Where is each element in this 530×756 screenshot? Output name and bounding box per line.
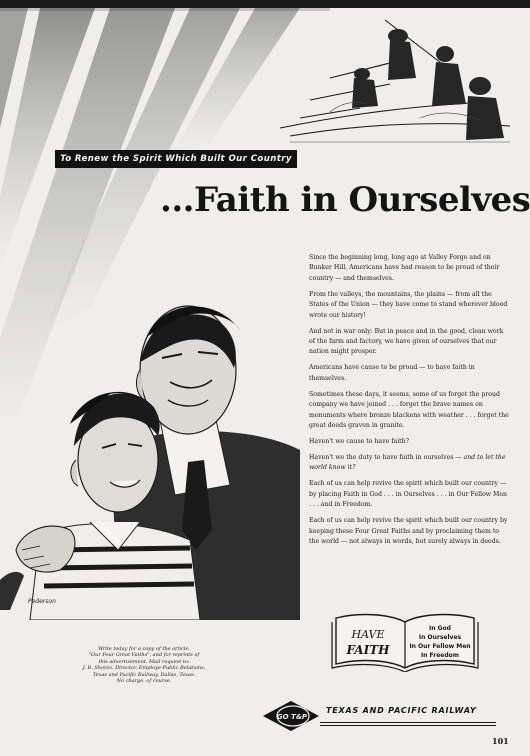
paragraph-lead: Haven't we the duty to have faith in ourselves —: [309, 454, 462, 462]
headline: ...Faith in Ourselves: [160, 180, 530, 220]
reprint-offer-footnote: [44, 646, 244, 684]
paragraph: Sometimes these days, it seems, some of us forget the proud company we have joined . . . forget the brave names on monuments where bronze blackens with weather . . . forget the great deeds graven in granite.: [309, 390, 509, 430]
footnote-line: Write today for a copy of the article,: [97, 646, 191, 652]
artist-signature: Pederson: [28, 598, 56, 605]
book-right-line-2: In Ourselves: [418, 634, 462, 641]
footnote-line: No charge, of course.: [116, 678, 172, 685]
footnote-line: J. B. Shores, Director, Employe-Public Relations,: [82, 665, 206, 672]
paragraph: Each of us can help revive the spirit which built our country — by placing Faith in God . . . in Ourselves . . . in Our Fellow Men . . . and in Freedom.: [309, 480, 508, 509]
tagline-banner: To Renew the Spirit Which Built Our Country: [55, 150, 297, 168]
page-number: 101: [492, 736, 509, 746]
revolutionary-soldiers-illustration: [270, 8, 525, 150]
footnote-line: this advertisement. Mail request to:: [98, 658, 190, 665]
paragraph: Americans have cause to be proud — to have faith in themselves.: [309, 364, 475, 382]
paragraph: And not in war only: But in peace and in the good, clean work of the farm and factory, we have given of ourselves that our nation might prosper.: [309, 327, 504, 356]
book-left-line-2: FAITH: [346, 643, 390, 657]
paragraph: Since the beginning long, long ago at Valley Forge and on Bunker Hill, Americans have had reason to be proud of their country — and themselves.: [309, 254, 500, 282]
book-left-line-1: HAVE: [351, 628, 385, 641]
rail-line-divider: [320, 722, 496, 726]
texas-pacific-logo: [262, 700, 320, 732]
body-copy: [309, 253, 509, 553]
book-right-line-4: In Freedom: [420, 652, 460, 659]
logo-text: GO T&P: [276, 713, 308, 721]
railway-name: TEXAS AND PACIFIC RAILWAY: [326, 706, 477, 715]
paragraph: [309, 453, 509, 474]
paragraph: Haven't we cause to have faith?: [309, 438, 409, 446]
book-right-line-1: In God: [429, 625, 451, 632]
footnote-line: Texas and Pacific Railway, Dallas, Texas.: [92, 671, 196, 678]
have-faith-book-emblem: [330, 610, 480, 672]
paragraph-italic: and to let the world know it?: [309, 454, 506, 472]
book-right-line-3: In Our Fellow Men: [409, 643, 471, 650]
footnote-line: "Our Four Great Faiths", and for reprints of: [88, 652, 200, 659]
top-border-strip: [0, 0, 530, 8]
father-and-son-illustration: [0, 250, 300, 620]
paragraph: From the valleys, the mountains, the plains — from all the States of the Union — they have come to stand wherever blood wrote our history!: [309, 290, 508, 319]
paragraph: Each of us can help revive the spirit which built our country by keeping these Four Great Faiths and by proclaiming them to the world — not always in words, but surely always in deeds.: [309, 517, 508, 546]
